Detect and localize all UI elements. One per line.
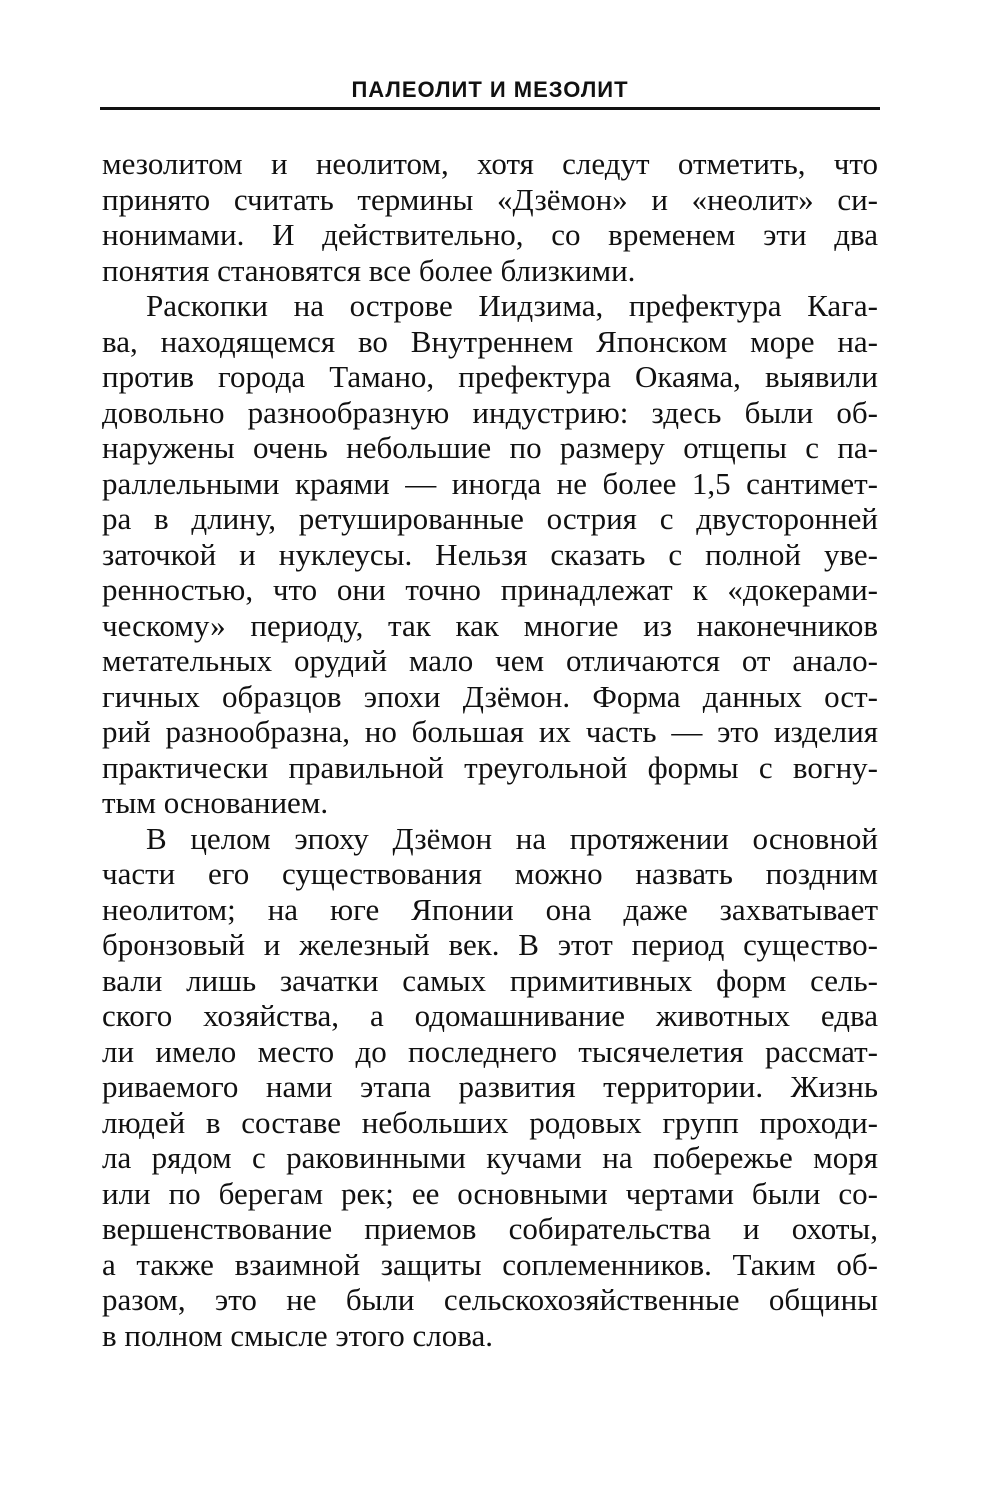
text-line: неолитом; на юге Японии она даже захватывает xyxy=(102,891,878,927)
text-line: ва, находящемся во Внутреннем Японском море на- xyxy=(102,323,878,359)
header-rule xyxy=(100,107,880,110)
text-line: людей в составе небольших родовых групп проходи- xyxy=(102,1104,878,1140)
paragraph-3 xyxy=(102,821,878,1354)
text-line: практически правильной треугольной формы с вогну- xyxy=(102,749,878,785)
text-line: ра в длину, ретушированные острия с двусторонней xyxy=(102,501,878,536)
text-line: бронзовый и железный век. В этот период существо- xyxy=(102,927,878,962)
text-line: вершенствование приемов собирательства и охоты, xyxy=(102,1211,878,1246)
text-line: заточкой и нуклеусы. Нельзя сказать с полной уве- xyxy=(102,536,878,572)
text-line: против города Тамано, префектура Окаяма, выявили xyxy=(102,359,878,394)
text-line: ского хозяйства, а одомашнивание животных едва xyxy=(102,998,878,1033)
text-line: ли имело место до последнего тысячелетия рассмат- xyxy=(102,1033,878,1069)
text-line: метательных орудий мало чем отличаются от анало- xyxy=(102,643,878,678)
text-line: риваемого нами этапа развития территории. Жизнь xyxy=(102,1069,878,1104)
text-line: Раскопки на острове Иидзима, префектура Кага- xyxy=(146,288,878,323)
paragraph-2 xyxy=(102,288,878,821)
running-head: ПАЛЕОЛИТ И МЕЗОЛИТ xyxy=(351,77,629,102)
text-line: ла рядом с раковинными кучами на побережье моря xyxy=(102,1140,878,1175)
text-line: ренностью, что они точно принадлежат к «докерами- xyxy=(102,572,878,607)
text-line: рий разнообразна, но большая их часть — это изделия xyxy=(102,714,878,749)
text-line: гичных образцов эпохи Дзёмон. Форма данных ост- xyxy=(102,678,878,714)
text-line: ческому» периоду, так как многие из наконечников xyxy=(102,607,878,643)
text-line: нонимами. И действительно, со временем эти два xyxy=(102,217,878,252)
text-line: довольно разнообразную индустрию: здесь были об- xyxy=(102,394,878,430)
text-line: тым основанием. xyxy=(102,785,329,820)
text-line: понятия становятся все более близкими. xyxy=(102,252,636,288)
text-line: в полном смысле этого слова. xyxy=(102,1317,493,1353)
body-text xyxy=(102,146,878,1353)
text-line: разом, это не были сельскохозяйственные общины xyxy=(102,1282,878,1317)
text-line: мезолитом и неолитом, хотя следут отметить, что xyxy=(102,146,878,181)
text-line: В целом эпоху Дзёмон на протяжении основной xyxy=(146,820,878,856)
text-line: а также взаимной защиты соплеменников. Таким об- xyxy=(102,1246,878,1282)
paragraph-1 xyxy=(102,146,878,288)
text-line: или по берегам рек; ее основными чертами были со- xyxy=(102,1175,878,1211)
text-line: раллельными краями — иногда не более 1,5 сантимет- xyxy=(102,465,878,501)
text-line: вали лишь зачатки самых примитивных форм сель- xyxy=(102,962,878,998)
text-line: принято считать термины «Дзёмон» и «неолит» си- xyxy=(102,181,878,217)
text-line: наружены очень небольшие по размеру отщепы с па- xyxy=(102,430,878,465)
text-line: части его существования можно назвать поздним xyxy=(102,856,878,891)
